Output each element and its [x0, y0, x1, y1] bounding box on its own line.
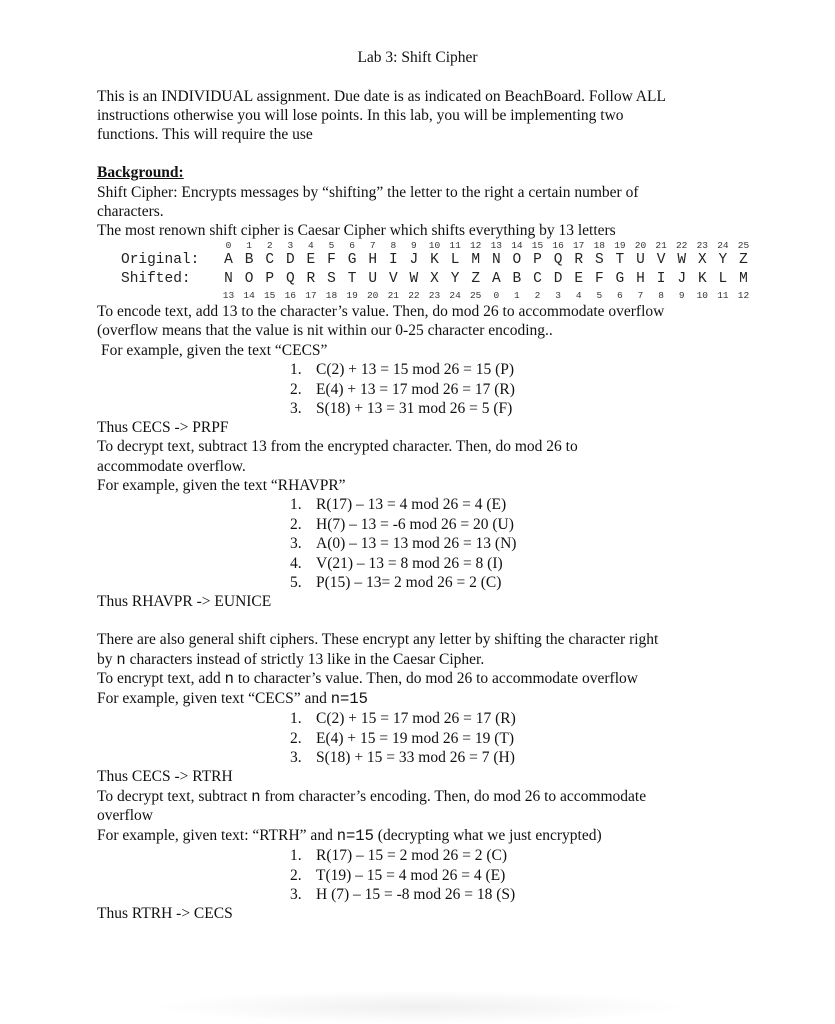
- list-item: 1. R(17) – 13 = 4 mod 26 = 4 (E): [290, 496, 507, 513]
- original-letter-cell: B: [244, 252, 254, 268]
- shifted-letter-cell: Y: [450, 271, 460, 287]
- decode-example: For example, given the text “RHAVPR”: [97, 477, 346, 494]
- bottom-index-cell: 2: [534, 290, 541, 301]
- original-label: Original:: [121, 252, 200, 268]
- top-index-cell: 17: [572, 240, 585, 251]
- bottom-index-cell: 13: [222, 290, 235, 301]
- shifted-letter-cell: U: [368, 271, 378, 287]
- general-decrypt-result: Thus RTRH -> CECS: [97, 905, 233, 922]
- original-letter-cell: S: [594, 252, 604, 268]
- shifted-letter-cell: W: [409, 271, 419, 287]
- page-title: Lab 3: Shift Cipher: [357, 49, 478, 66]
- list-item: 3. S(18) + 15 = 33 mod 26 = 7 (H): [290, 749, 515, 767]
- top-index-cell: 15: [531, 240, 544, 251]
- general-line-4: For example, given text “CECS” and n=15: [97, 690, 368, 708]
- shifted-letter-cell: P: [265, 271, 275, 287]
- top-index-cell: 10: [428, 240, 441, 251]
- top-index-cell: 12: [469, 240, 482, 251]
- list-item: 2. H(7) – 13 = -6 mod 26 = 20 (U): [290, 515, 514, 533]
- original-letter-cell: Z: [739, 252, 748, 268]
- decode-steps-list: [290, 495, 516, 593]
- original-letter-cell: I: [388, 252, 398, 268]
- top-index-cell: 16: [552, 240, 564, 251]
- top-index-cell: 8: [390, 240, 397, 251]
- list-item: 2. E(4) + 15 = 19 mod 26 = 19 (T): [290, 729, 514, 747]
- shifted-letter-cell: I: [656, 271, 666, 287]
- list-item: 1. R(17) – 15 = 2 mod 26 = 2 (C): [290, 847, 507, 864]
- bottom-index-cell: 1: [514, 290, 520, 301]
- top-index-cell: 24: [717, 240, 729, 251]
- bottom-index-cell: 18: [325, 290, 338, 301]
- bottom-index-cell: 24: [449, 290, 461, 301]
- shifted-letter-cell: Z: [471, 271, 481, 287]
- variable-n: n: [116, 651, 126, 669]
- bottom-index-cell: 5: [596, 290, 603, 301]
- original-letter-cell: Y: [718, 252, 728, 268]
- bottom-index-cell: 9: [678, 290, 685, 301]
- encode-steps-list: [290, 360, 515, 419]
- top-index-cell: 0: [225, 240, 232, 251]
- original-letter-cell: T: [615, 252, 625, 268]
- top-index-cell: 3: [287, 240, 294, 251]
- background-line-3: The most renown shift cipher is Caesar Cipher which shifts everything by 13 letters: [97, 222, 616, 239]
- original-letter-cell: G: [347, 252, 357, 268]
- shifted-letter-cell: N: [224, 271, 233, 287]
- top-index-cell: 5: [328, 240, 335, 251]
- original-letter-cell: A: [224, 252, 233, 268]
- original-letter-cell: L: [450, 252, 460, 268]
- intro-line-1: This is an INDIVIDUAL assignment. Due date is as indicated on BeachBoard. Follow ALL: [97, 88, 666, 105]
- original-letter-cell: Q: [553, 252, 563, 268]
- original-letter-cell: W: [677, 252, 687, 268]
- original-letter-cell: F: [327, 252, 336, 268]
- code-n-15: n=15: [336, 827, 374, 845]
- shifted-letter-cell: C: [533, 271, 542, 287]
- background-line-1: Shift Cipher: Encrypts messages by “shifting” the letter to the right a certain number of: [97, 184, 639, 201]
- encode-line-2: (overflow means that the value is nit within our 0-25 character encoding..: [97, 322, 553, 339]
- list-item: 3. H (7) – 15 = -8 mod 26 = 18 (S): [290, 886, 516, 904]
- shifted-letter-cell: B: [512, 271, 522, 287]
- intro-line-3: functions. This will require the use: [97, 126, 313, 143]
- list-item: 2. E(4) + 13 = 17 mod 26 = 17 (R): [290, 380, 515, 398]
- original-letter-cell: P: [533, 252, 542, 268]
- general-decrypt-line-2: overflow: [97, 807, 153, 824]
- bottom-index-cell: 25: [469, 290, 482, 301]
- shifted-letter-cell: H: [636, 271, 645, 287]
- general-line-3: To encrypt text, add n to character’s value. Then, do mod 26 to accommodate overflow: [97, 670, 638, 688]
- shifted-letter-cell: F: [594, 271, 604, 287]
- shifted-letter-cell: A: [491, 271, 501, 287]
- original-letter-cell: K: [430, 252, 439, 268]
- original-letter-cell: X: [697, 252, 707, 268]
- decode-result: Thus RHAVPR -> EUNICE: [97, 593, 272, 610]
- bottom-index-cell: 17: [305, 290, 317, 301]
- original-letter-cell: E: [306, 252, 316, 268]
- bottom-index-cell: 16: [284, 290, 296, 301]
- shifted-letter-cell: E: [574, 271, 584, 287]
- page-bottom-shadow: [150, 990, 690, 1024]
- top-index-cell: 14: [511, 240, 523, 251]
- top-index-cell: 1: [246, 240, 252, 251]
- general-line-2: by n characters instead of strictly 13 like in the Caesar Cipher.: [97, 651, 485, 669]
- top-index-cell: 19: [614, 240, 626, 251]
- shifted-letter-cell: K: [697, 271, 707, 287]
- shifted-letter-cell: G: [615, 271, 625, 287]
- shifted-letter-cell: V: [388, 271, 398, 287]
- bottom-index-cell: 8: [658, 290, 664, 301]
- bottom-index-cell: 19: [346, 290, 358, 301]
- shifted-label: Shifted:: [121, 271, 191, 287]
- code-n-15: n=15: [330, 690, 368, 708]
- top-index-cell: 7: [369, 240, 376, 251]
- original-letter-cell: U: [636, 252, 645, 268]
- decode-line-1: To decrypt text, subtract 13 from the encrypted character. Then, do mod 26 to: [97, 438, 578, 455]
- top-index-cell: 2: [266, 240, 273, 251]
- top-index-cell: 21: [655, 240, 667, 251]
- shifted-letter-cell: X: [430, 271, 439, 287]
- shifted-letter-cell: J: [677, 271, 687, 287]
- bottom-index-cell: 12: [737, 290, 750, 301]
- bottom-index-cell: 21: [387, 290, 399, 301]
- list-item: 1. C(2) + 15 = 17 mod 26 = 17 (R): [290, 710, 516, 727]
- encode-line-1: To encode text, add 13 to the character’s value. Then, do mod 26 to accommodate overflow: [97, 303, 665, 320]
- shifted-letter-cell: S: [327, 271, 336, 287]
- general-decrypt-line-1: To decrypt text, subtract n from character’s encoding. Then, do mod 26 to accommodate: [97, 788, 647, 806]
- original-letter-cell: H: [368, 252, 378, 268]
- top-index-cell: 4: [308, 240, 314, 251]
- top-index-cell: 9: [411, 240, 417, 251]
- general-decrypt-steps: [290, 846, 515, 905]
- list-item: 2. T(19) – 15 = 4 mod 26 = 4 (E): [290, 866, 506, 884]
- general-line-1: There are also general shift ciphers. These encrypt any letter by shifting the character right: [97, 631, 659, 648]
- original-letter-cell: M: [471, 252, 481, 268]
- shifted-letter-cell: M: [739, 271, 748, 287]
- encode-result: Thus CECS -> PRPF: [97, 419, 229, 436]
- general-encrypt-steps: [290, 709, 516, 768]
- top-index-cell: 23: [696, 240, 708, 251]
- original-letter-cell: C: [265, 252, 275, 268]
- bottom-index-cell: 14: [243, 290, 255, 301]
- encode-example: For example, given the text “CECS”: [101, 342, 328, 359]
- bottom-index-cell: 0: [493, 290, 500, 301]
- original-letter-cell: D: [285, 252, 295, 268]
- shifted-letter-cell: O: [244, 271, 254, 287]
- list-item: 3. S(18) + 13 = 31 mod 26 = 5 (F): [290, 400, 513, 418]
- top-index-cell: 22: [675, 240, 688, 251]
- shifted-letter-cell: L: [718, 271, 728, 287]
- decode-line-2: accommodate overflow.: [97, 458, 246, 475]
- list-item: 1. C(2) + 13 = 15 mod 26 = 15 (P): [290, 361, 515, 378]
- original-letter-cell: R: [574, 252, 584, 268]
- original-letter-cell: V: [656, 252, 666, 268]
- top-index-cell: 20: [634, 240, 647, 251]
- top-index-cell: 11: [449, 240, 461, 251]
- bottom-index-cell: 6: [617, 290, 623, 301]
- original-letter-cell: N: [491, 252, 501, 268]
- bottom-index-cell: 20: [366, 290, 379, 301]
- shifted-letter-cell: T: [347, 271, 357, 287]
- bottom-index-cell: 15: [263, 290, 276, 301]
- top-index-cell: 18: [593, 240, 605, 251]
- bottom-index-cell: 4: [575, 290, 582, 301]
- variable-n: n: [251, 788, 261, 806]
- bottom-index-cell: 22: [408, 290, 420, 301]
- top-index-cell: 25: [737, 240, 750, 251]
- bottom-index-cell: 7: [637, 290, 644, 301]
- shifted-letter-cell: R: [306, 271, 316, 287]
- background-line-2: characters.: [97, 203, 164, 220]
- list-item: 4. V(21) – 13 = 8 mod 26 = 8 (I): [290, 554, 503, 572]
- top-index-cell: 13: [490, 240, 502, 251]
- list-item: 3. A(0) – 13 = 13 mod 26 = 13 (N): [290, 535, 517, 553]
- intro-line-2: instructions otherwise you will lose points. In this lab, you will be implementing two: [97, 107, 624, 124]
- bottom-index-cell: 23: [428, 290, 441, 301]
- shifted-letter-cell: Q: [285, 271, 295, 287]
- top-index-cell: 6: [349, 240, 355, 251]
- background-heading: Background:: [97, 164, 184, 181]
- original-letter-cell: J: [409, 252, 419, 268]
- general-encrypt-result: Thus CECS -> RTRH: [97, 768, 233, 785]
- variable-n: n: [224, 670, 234, 688]
- general-decrypt-line-3: For example, given text: “RTRH” and n=15 (decrypting what we just encrypted): [97, 827, 602, 845]
- bottom-index-cell: 3: [555, 290, 561, 301]
- bottom-index-cell: 11: [717, 290, 729, 301]
- shifted-letter-cell: D: [553, 271, 563, 287]
- bottom-index-cell: 10: [696, 290, 708, 301]
- original-letter-cell: O: [512, 252, 522, 268]
- list-item: 5. P(15) – 13= 2 mod 26 = 2 (C): [290, 574, 502, 592]
